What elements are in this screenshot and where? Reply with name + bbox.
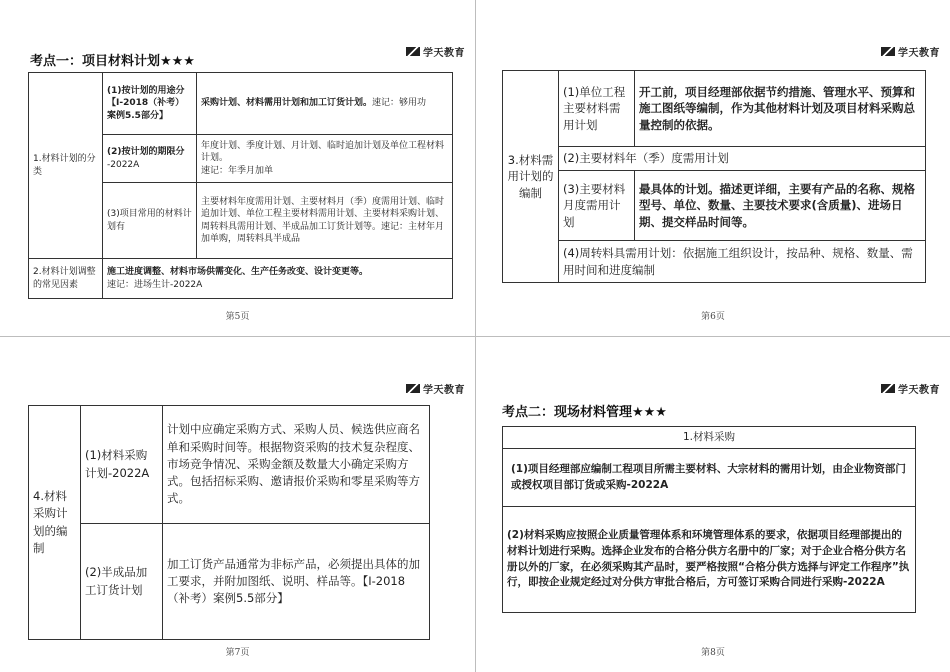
subcategory-label: (1)按计划的用途分【Ⅰ-2018（补考）案例5.5部分】 xyxy=(103,73,197,135)
subcategory-label: (2)半成品加工订货计划 xyxy=(81,524,163,640)
table-header: 1.材料采购 xyxy=(503,427,916,449)
subcategory-label: (1)材料采购计划-2022A xyxy=(81,406,163,524)
table-row xyxy=(503,147,926,171)
table-cell: 施工进度调整、材料市场供需变化、生产任务改变、设计变更等。 速记：进场生计-2022A xyxy=(103,259,453,299)
site-material-table xyxy=(502,426,916,613)
table-cell: 加工订货产品通常为非标产品，必须提出具体的加工要求，并附加图纸、说明、样品等。【Ⅰ-2018（补考）案例5.5部分】 xyxy=(163,524,430,640)
table-cell: 主要材料年度需用计划、主要材料月（季）度需用计划、临时追加计划、单位工程主要材料需用计划、主要材料采购计划、周转料具需用计划、半成品加工订货计划等。速记：主材年月加单购，周转料具半成品 xyxy=(197,183,453,259)
table-row xyxy=(29,259,453,299)
page-number: 第6页 xyxy=(701,312,725,322)
table-cell: (4)周转料具需用计划：依据施工组织设计，按品种、规格、数量、需用时间和进度编制 xyxy=(559,241,926,283)
logo-icon xyxy=(406,47,420,56)
slide-page-5 xyxy=(0,0,475,336)
table-cell: (2)材料采购应按照企业质量管理体系和环境管理体系的要求，依据项目经理部提出的材料计划进行采购。选择企业发布的合格分供方名册中的厂家；对于企业合格分供方名册以外的厂家，在必须采购其产品时，要严格按照“合格分供方选择与评定工作程序”执行，即按企业规定经过对分供方审批合格后，方可签订采购合同进行采购-2022A xyxy=(503,507,916,613)
table-row xyxy=(503,71,926,147)
table-cell: 采购计划、材料需用计划和加工订货计划。速记：够用功 xyxy=(197,73,453,135)
category-label: 3.材料需用计划的编制 xyxy=(503,71,559,283)
table-cell: 开工前，项目经理部依据节约措施、管理水平、预算和施工图纸等编制，作为其他材料计划及项目材料采购总量控制的依据。 xyxy=(635,71,926,147)
table-row xyxy=(503,507,916,613)
table-cell: 最具体的计划。描述更详细，主要有产品的名称、规格型号、单位、数量、主要技术要求(含质量)、进场日期、提交样品时间等。 xyxy=(635,171,926,241)
page-number: 第7页 xyxy=(225,648,250,658)
category-label: 2.材料计划调整的常见因素 xyxy=(29,259,103,299)
table-cell: (1)项目经理部应编制工程项目所需主要材料、大宗材料的需用计划，由企业物资部门或授权项目部订货或采购-2022A xyxy=(503,449,916,507)
subcategory-label: (3)主要材料月度需用计划 xyxy=(559,171,635,241)
table-row xyxy=(503,241,926,283)
brand-logo: 学天教育 xyxy=(406,44,465,59)
page-title: 考点二：现场材料管理★★★ xyxy=(502,405,667,420)
page-number: 第8页 xyxy=(701,648,725,658)
logo-icon xyxy=(881,384,895,393)
table-row xyxy=(503,171,926,241)
demand-plan-table xyxy=(502,70,926,283)
subcategory-label: (1)单位工程主要材料需用计划 xyxy=(559,71,635,147)
logo-icon xyxy=(406,384,420,393)
brand-logo: 学天教育 xyxy=(881,381,940,396)
slide-page-6 xyxy=(476,0,950,336)
page-title: 考点一：项目材料计划★★★ xyxy=(30,54,195,69)
purchase-plan-table xyxy=(28,405,430,640)
table-cell: 计划中应确定采购方式、采购人员、候选供应商名单和采购时间等。根据物资采购的技术复杂程度、市场竞争情况、采购金额及数量大小确定采购方式。包括招标采购、邀请报价采购和零星采购等方式。 xyxy=(163,406,430,524)
table-row xyxy=(29,406,430,524)
table-row xyxy=(29,524,430,640)
slide-page-8 xyxy=(476,337,950,672)
brand-logo: 学天教育 xyxy=(406,381,465,396)
category-label: 1.材料计划的分类 xyxy=(29,73,103,259)
table-cell: 年度计划、季度计划、月计划、临时追加计划及单位工程材料计划。 速记：年季月加单 xyxy=(197,135,453,183)
logo-icon xyxy=(881,47,895,56)
slide-page-7 xyxy=(0,337,475,672)
table-row xyxy=(29,73,453,135)
page-number: 第5页 xyxy=(225,312,250,322)
category-label: 4.材料采购计划的编制 xyxy=(29,406,81,640)
subcategory-label: (2)按计划的期限分 -2022A xyxy=(103,135,197,183)
table-row xyxy=(503,427,916,449)
brand-logo: 学天教育 xyxy=(881,44,940,59)
subcategory-label: (3)项目常用的材料计划有 xyxy=(103,183,197,259)
material-plan-table xyxy=(28,72,453,299)
table-row xyxy=(503,449,916,507)
table-cell: (2)主要材料年（季）度需用计划 xyxy=(559,147,926,171)
